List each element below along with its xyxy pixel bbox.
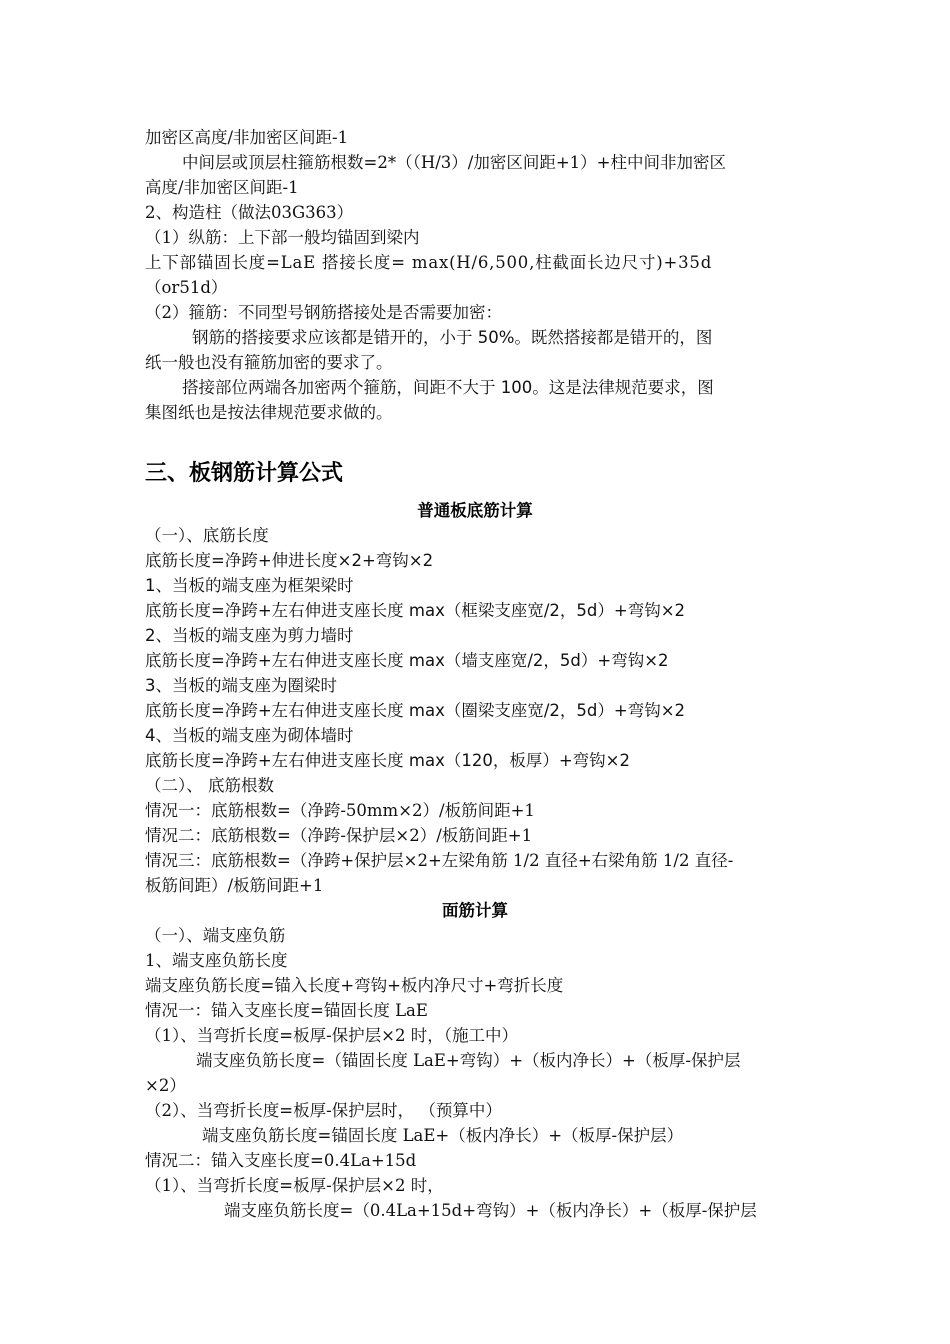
text-line: （2）箍筋：不同型号钢筋搭接处是否需要加密： xyxy=(145,303,502,322)
subsection-title: 面筋计算 xyxy=(442,901,508,920)
text-line: ×2） xyxy=(145,1076,186,1095)
text-line: （or51d） xyxy=(145,278,228,297)
text-line: 纸一般也没有箍筋加密的要求了。 xyxy=(145,353,393,372)
text-line: 1、端支座负筋长度 xyxy=(145,951,288,970)
text-line: 情况二：锚入支座长度=0.4La+15d xyxy=(145,1151,417,1170)
text-line: 钢筋的搭接要求应该都是错开的，小于 50%。既然搭接都是错开的，图 xyxy=(192,328,713,347)
text-line: 集图纸也是按法律规范要求做的。 xyxy=(145,403,393,422)
text-line: （1）、当弯折长度=板厚-保护层×2 时，（施工中） xyxy=(145,1026,518,1045)
text-line: 高度/非加密区间距-1 xyxy=(145,178,299,197)
text-line: 2、构造柱（做法03G363） xyxy=(145,203,354,222)
text-line: 情况二：底筋根数=（净跨-保护层×2）/板筋间距+1 xyxy=(145,826,533,845)
text-line: （2）、当弯折长度=板厚-保护层时， （预算中） xyxy=(145,1101,502,1120)
text-line: 端支座负筋长度=（锚固长度 LaE+弯钩）+（板内净长）+（板厚-保护层 xyxy=(196,1051,741,1070)
text-line: 3、当板的端支座为圈梁时 xyxy=(145,676,337,695)
text-line: 4、当板的端支座为砌体墙时 xyxy=(145,726,354,745)
subsection-title: 普通板底筋计算 xyxy=(417,501,533,520)
text-line: 搭接部位两端各加密两个箍筋，间距不大于 100。这是法律规范要求，图 xyxy=(182,378,714,397)
text-line: （一）、底筋长度 xyxy=(145,526,269,545)
text-line: （1）纵筋：上下部一般均锚固到梁内 xyxy=(145,228,420,247)
text-line: 板筋间距）/板筋间距+1 xyxy=(145,876,324,895)
text-line: （一）、端支座负筋 xyxy=(145,926,286,945)
text-line: 端支座负筋长度=（0.4La+15d+弯钩）+（板内净长）+（板厚-保护层 xyxy=(224,1201,757,1220)
text-line: 底筋长度=净跨+左右伸进支座长度 max（120，板厚）+弯钩×2 xyxy=(145,751,630,770)
text-line: 端支座负筋长度=锚固长度 LaE+（板内净长）+（板厚-保护层） xyxy=(202,1126,684,1145)
text-line: 底筋长度=净跨+左右伸进支座长度 max（框梁支座宽/2，5d）+弯钩×2 xyxy=(145,601,686,620)
text-line: 2、当板的端支座为剪力墙时 xyxy=(145,626,354,645)
text-line: 上下部锚固长度=LaE 搭接长度= max(H/6,500,柱截面长边尺寸)+35d xyxy=(145,253,713,272)
text-line: 情况一：底筋根数=（净跨-50mm×2）/板筋间距+1 xyxy=(145,801,535,820)
text-line: 加密区高度/非加密区间距-1 xyxy=(145,128,349,147)
text-line: 端支座负筋长度=锚入长度+弯钩+板内净尺寸+弯折长度 xyxy=(145,976,564,995)
text-line: 情况三：底筋根数=（净跨+保护层×2+左梁角筋 1/2 直径+右梁角筋 1/2 直径- xyxy=(145,851,734,870)
text-line: （1）、当弯折长度=板厚-保护层×2 时， xyxy=(145,1176,444,1195)
text-line: 情况一：锚入支座长度=锚固长度 LaE xyxy=(145,1001,428,1020)
text-line: 1、当板的端支座为框架梁时 xyxy=(145,576,354,595)
text-line: （二）、 底筋根数 xyxy=(145,776,274,795)
section-title: 三、板钢筋计算公式 xyxy=(145,461,344,486)
text-line: 底筋长度=净跨+左右伸进支座长度 max（墙支座宽/2，5d）+弯钩×2 xyxy=(145,651,669,670)
text-line: 底筋长度=净跨+左右伸进支座长度 max（圈梁支座宽/2，5d）+弯钩×2 xyxy=(145,701,686,720)
text-line: 底筋长度=净跨+伸进长度×2+弯钩×2 xyxy=(145,551,434,570)
text-line: 中间层或顶层柱箍筋根数=2*（（H/3）/加密区间距+1）+柱中间非加密区 xyxy=(182,153,726,172)
